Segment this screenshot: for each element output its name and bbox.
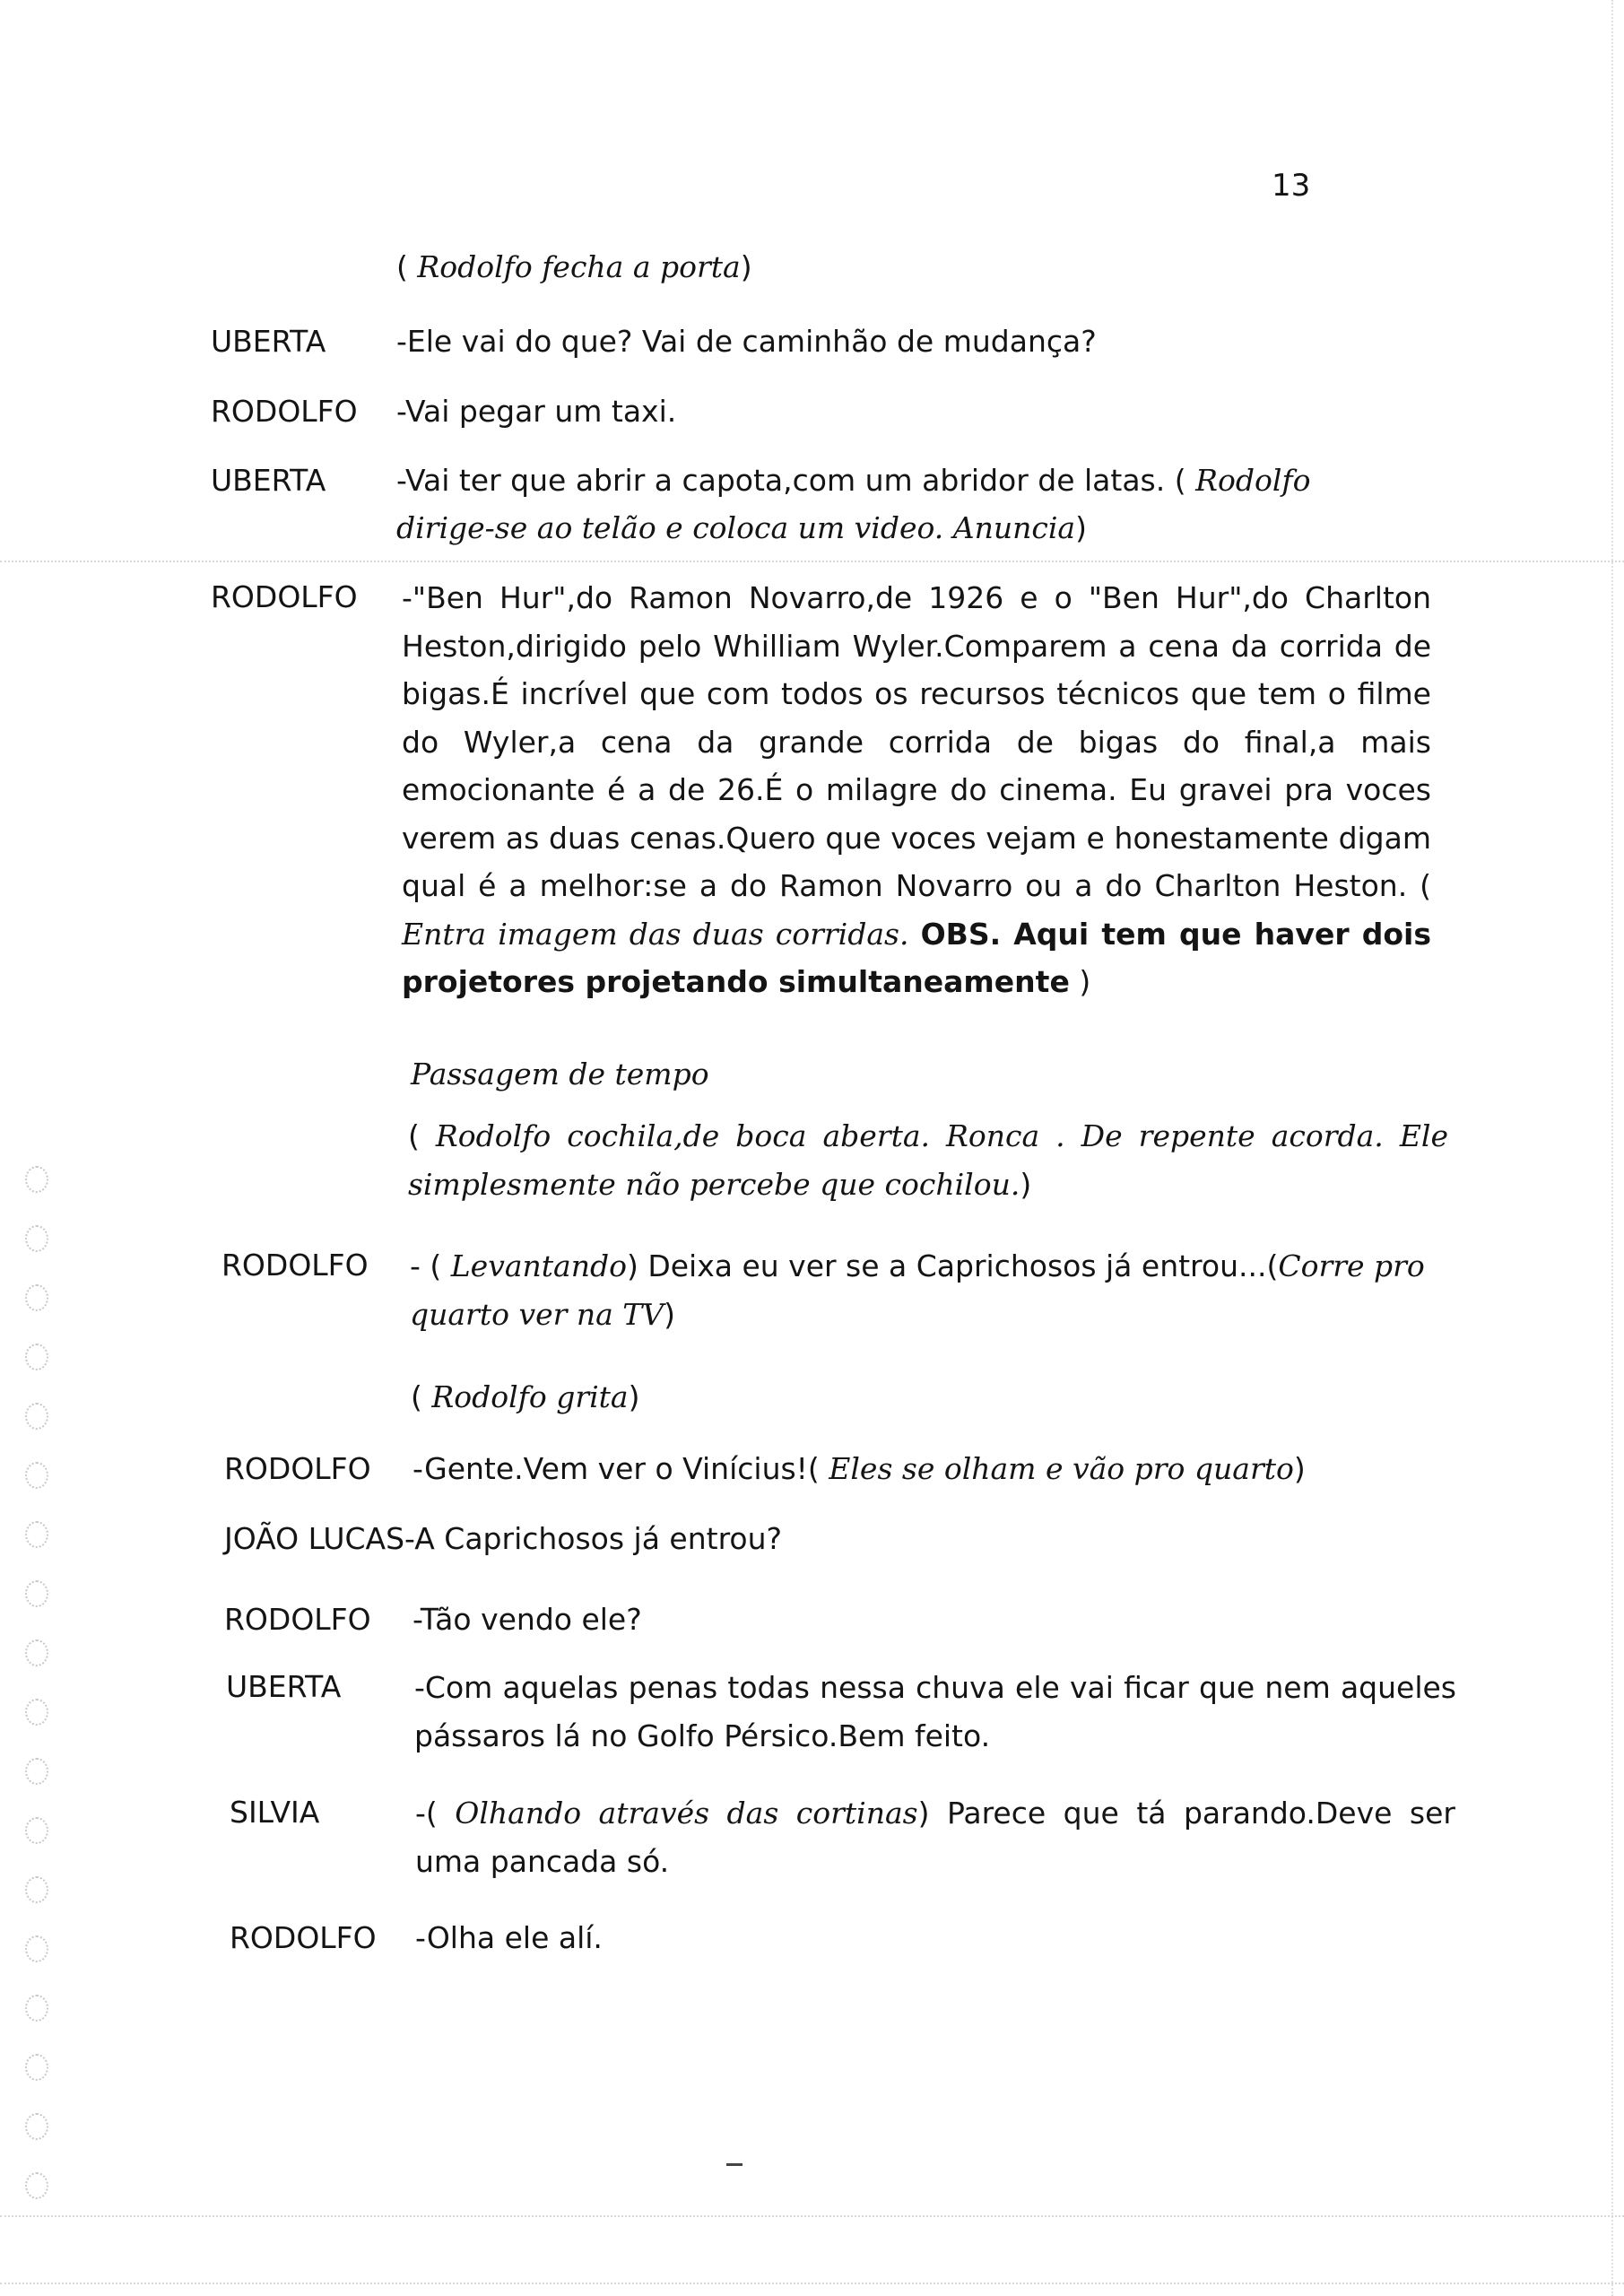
perforation-line <box>0 2215 1624 2217</box>
feed-hole <box>25 1580 48 1607</box>
direction-text: Olhando através das cortinas <box>455 1796 918 1831</box>
direction-text: Corre pro quarto ver na TV <box>410 1248 1425 1332</box>
dialogue-text <box>410 1242 1455 1339</box>
speaker-name: UBERTA <box>226 1669 342 1704</box>
direction-text: Rodolfo fecha a porta <box>417 249 741 284</box>
dialogue-text-part: ) Deixa eu ver se a Caprichosos já entrou...( <box>626 1248 1279 1283</box>
direction-text: Rodolfo <box>1195 463 1311 498</box>
feed-hole <box>25 2113 48 2140</box>
tractor-feed-holes <box>25 1166 61 2242</box>
feed-hole <box>25 2054 48 2081</box>
perforation-line <box>0 561 1624 562</box>
speaker-name: RODOLFO <box>224 1451 371 1486</box>
speaker-name: RODOLFO <box>211 579 358 614</box>
feed-hole <box>25 1758 48 1785</box>
speaker-name: UBERTA <box>211 324 326 359</box>
paren-close: ) <box>628 1379 640 1414</box>
dialogue-text-part: -( <box>415 1796 456 1831</box>
speaker-name: UBERTA <box>211 463 326 498</box>
feed-hole <box>25 1521 48 1548</box>
dialogue-text-part: -Gente.Vem ver o Vinícius!( <box>413 1451 829 1486</box>
dialogue-text-part: - ( <box>410 1248 451 1283</box>
paren-close: ) <box>1079 964 1091 999</box>
paren-open: ( <box>411 1379 432 1414</box>
speaker-name: RODOLFO <box>221 1248 369 1283</box>
feed-hole <box>25 1403 48 1430</box>
speaker-name: RODOLFO <box>224 1602 371 1637</box>
paren-close: ) <box>740 249 752 284</box>
paren-close: ) <box>1020 1167 1032 1202</box>
dialogue-text <box>413 1446 1462 1493</box>
stage-direction <box>411 1051 709 1099</box>
page-edge-rule <box>1611 0 1613 2296</box>
feed-hole <box>25 1876 48 1903</box>
direction-text: Passagem de tempo <box>411 1057 709 1091</box>
dialogue-text-part: -"Ben Hur",do Ramon Novarro,de 1926 e o "Ben Hur",do Charlton Heston,dirigido pelo Whilliam Wyler.Comparem a cena da corrida de bigas.É incrível que com todos os recursos técnicos que tem o filme do Wyler,a cena da grande corrida de bigas do final,a mais emocionante é a de 26.É o milagre do cinema. Eu gravei pra voces verem as duas cenas.Quero que voces vejam e honestamente digam qual é a melhor:se a do Ramon Novarro ou a do Charlton Heston. ( <box>402 580 1431 903</box>
speaker-name: RODOLFO <box>230 1920 377 1955</box>
direction-text: Levantando <box>450 1248 627 1283</box>
paren-close: ) <box>664 1297 676 1332</box>
dialogue-text: -Olha ele alí. <box>415 1920 603 1955</box>
page-number: 13 <box>1272 168 1311 204</box>
dialogue-text: -Tão vendo ele? <box>413 1602 642 1637</box>
direction-text: Rodolfo grita <box>431 1379 629 1414</box>
dash-mark <box>726 2163 743 2166</box>
feed-hole <box>25 1284 48 1311</box>
direction-text: dirige-se ao telão e coloca um video. Anuncia <box>396 509 1076 545</box>
feed-hole <box>25 1166 48 1193</box>
feed-hole <box>25 1995 48 2022</box>
production-note: OBS. Aqui tem que haver dois projetores projetando simultaneamente <box>402 916 1431 999</box>
paren-open: ( <box>408 1118 436 1153</box>
feed-hole <box>25 1462 48 1489</box>
feed-hole <box>25 1935 48 1962</box>
stage-direction <box>396 244 752 291</box>
stage-direction <box>408 1112 1448 1209</box>
dialogue-text: -Vai pegar um taxi. <box>396 394 677 429</box>
speaker-name: RODOLFO <box>211 394 358 429</box>
dialogue-text: -Com aquelas penas todas nessa chuva ele vai ficar que nem aqueles pássaros lá no Golfo Pérsico.Bem feito. <box>414 1670 1456 1753</box>
dialogue-text: -Ele vai do que? Vai de caminhão de mudança? <box>396 324 1097 359</box>
direction-text: Eles se olham e vão pro quarto <box>829 1451 1294 1486</box>
paren-close: ) <box>1075 509 1087 545</box>
direction-text: Rodolfo cochila,de boca aberta. Ronca . De repente acorda. Ele simplesmente não percebe que cochilou. <box>408 1118 1448 1202</box>
feed-hole <box>25 1699 48 1726</box>
feed-hole <box>25 1344 48 1370</box>
perforation-line <box>0 2283 1624 2284</box>
speaker-name: SILVIA <box>230 1795 320 1830</box>
paren-open: ( <box>396 249 418 284</box>
dialogue-line: JOÃO LUCAS-A Caprichosos já entrou? <box>224 1521 783 1556</box>
direction-text: Entra imagem das duas corridas. <box>402 916 909 952</box>
feed-hole <box>25 2172 48 2199</box>
dialogue-text <box>396 457 1459 552</box>
dialogue-text-part: -Vai ter que abrir a capota,com um abridor de latas. ( <box>396 463 1196 498</box>
feed-hole <box>25 1817 48 1844</box>
stage-direction <box>411 1374 639 1422</box>
dialogue-text-part: ) Parece que tá parando.Deve ser uma pancada só. <box>415 1796 1455 1879</box>
dialogue-text <box>415 1789 1455 1886</box>
feed-hole <box>25 1225 48 1252</box>
paren-close: ) <box>1293 1451 1306 1486</box>
dialogue-text <box>402 574 1431 1006</box>
feed-hole <box>25 1639 48 1666</box>
